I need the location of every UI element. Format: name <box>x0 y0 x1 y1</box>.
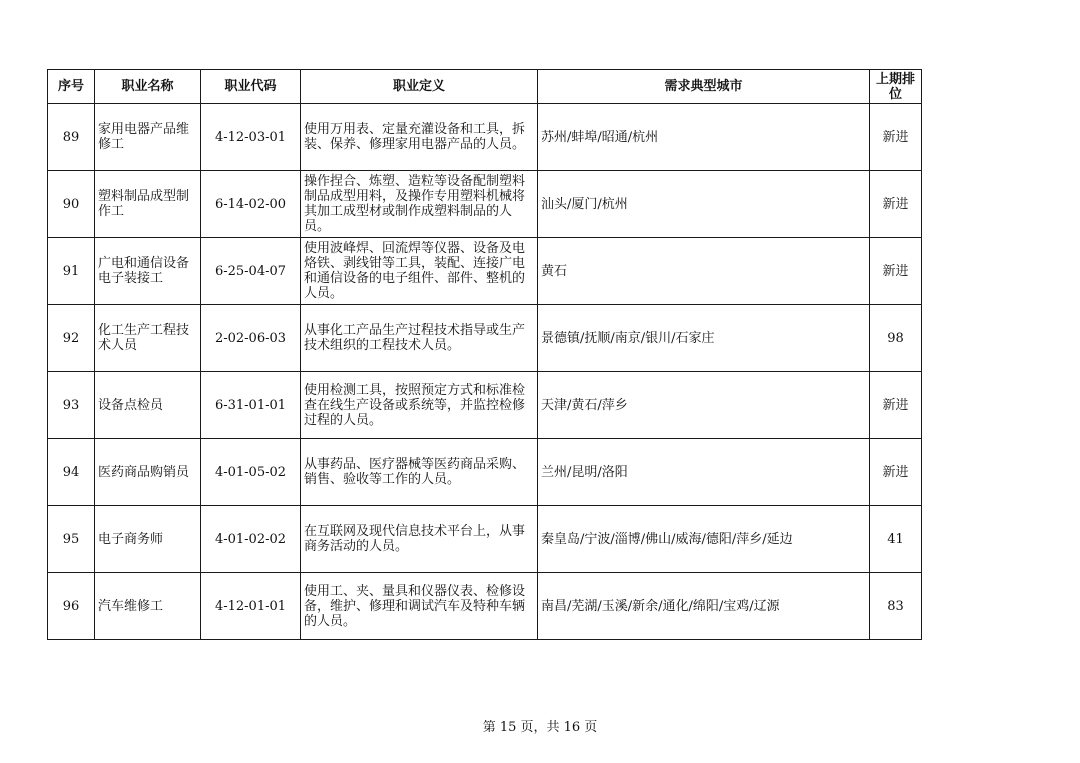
header-job-definition: 职业定义 <box>301 70 538 104</box>
cell-job-code: 6-31-01-01 <box>201 372 301 439</box>
cell-index: 90 <box>48 171 95 238</box>
table-row <box>48 573 922 640</box>
cell-cities: 苏州/蚌埠/昭通/杭州 <box>538 104 870 171</box>
cell-cities: 汕头/厦门/杭州 <box>538 171 870 238</box>
cell-job-code: 4-12-03-01 <box>201 104 301 171</box>
cell-job-code: 4-01-05-02 <box>201 439 301 506</box>
cell-cities: 天津/黄石/萍乡 <box>538 372 870 439</box>
cell-cities: 景德镇/抚顺/南京/银川/石家庄 <box>538 305 870 372</box>
header-previous-rank: 上期排位 <box>870 70 922 104</box>
table-row <box>48 305 922 372</box>
cell-index: 94 <box>48 439 95 506</box>
cell-job-name: 广电和通信设备电子装接工 <box>95 238 201 305</box>
cell-index: 89 <box>48 104 95 171</box>
cell-job-name: 塑料制品成型制作工 <box>95 171 201 238</box>
table-row <box>48 506 922 573</box>
cell-rank: 新进 <box>870 439 922 506</box>
table-header-row <box>48 70 922 104</box>
table-row <box>48 439 922 506</box>
cell-definition: 使用万用表、定量充灌设备和工具，拆装、保养、修理家用电器产品的人员。 <box>301 104 538 171</box>
cell-index: 96 <box>48 573 95 640</box>
cell-rank: 新进 <box>870 171 922 238</box>
cell-job-name: 医药商品购销员 <box>95 439 201 506</box>
cell-definition: 在互联网及现代信息技术平台上，从事商务活动的人员。 <box>301 506 538 573</box>
cell-rank: 83 <box>870 573 922 640</box>
header-job-code: 职业代码 <box>201 70 301 104</box>
cell-index: 92 <box>48 305 95 372</box>
cell-job-code: 6-25-04-07 <box>201 238 301 305</box>
cell-rank: 98 <box>870 305 922 372</box>
header-job-name: 职业名称 <box>95 70 201 104</box>
table-row <box>48 104 922 171</box>
cell-index: 91 <box>48 238 95 305</box>
cell-rank: 新进 <box>870 104 922 171</box>
page-number: 第 15 页，共 16 页 <box>482 720 598 735</box>
cell-job-code: 6-14-02-00 <box>201 171 301 238</box>
table-row <box>48 372 922 439</box>
cell-definition: 操作捏合、炼塑、造粒等设备配制塑料制品成型用料，及操作专用塑料机械将其加工成型材或制作成塑料制品的人员。 <box>301 171 538 238</box>
cell-job-name: 电子商务师 <box>95 506 201 573</box>
occupation-table <box>47 69 922 640</box>
cell-cities: 兰州/昆明/洛阳 <box>538 439 870 506</box>
table-row <box>48 171 922 238</box>
cell-rank: 41 <box>870 506 922 573</box>
cell-job-code: 2-02-06-03 <box>201 305 301 372</box>
cell-job-code: 4-01-02-02 <box>201 506 301 573</box>
cell-job-name: 家用电器产品维修工 <box>95 104 201 171</box>
cell-cities: 秦皇岛/宁波/淄博/佛山/威海/德阳/萍乡/延边 <box>538 506 870 573</box>
cell-definition: 使用检测工具，按照预定方式和标准检查在线生产设备或系统等，并监控检修过程的人员。 <box>301 372 538 439</box>
cell-definition: 从事药品、医疗器械等医药商品采购、销售、验收等工作的人员。 <box>301 439 538 506</box>
cell-definition: 使用工、夹、量具和仪器仪表、检修设备，维护、修理和调试汽车及特种车辆的人员。 <box>301 573 538 640</box>
header-demand-cities: 需求典型城市 <box>538 70 870 104</box>
cell-index: 93 <box>48 372 95 439</box>
cell-definition: 使用波峰焊、回流焊等仪器、设备及电烙铁、剥线钳等工具，装配、连接广电和通信设备的电子组件、部件、整机的人员。 <box>301 238 538 305</box>
cell-rank: 新进 <box>870 372 922 439</box>
cell-cities: 南昌/芜湖/玉溪/新余/通化/绵阳/宝鸡/辽源 <box>538 573 870 640</box>
cell-index: 95 <box>48 506 95 573</box>
header-index: 序号 <box>48 70 95 104</box>
cell-definition: 从事化工产品生产过程技术指导或生产技术组织的工程技术人员。 <box>301 305 538 372</box>
cell-job-name: 化工生产工程技术人员 <box>95 305 201 372</box>
cell-cities: 黄石 <box>538 238 870 305</box>
table-row <box>48 238 922 305</box>
cell-job-name: 汽车维修工 <box>95 573 201 640</box>
cell-job-code: 4-12-01-01 <box>201 573 301 640</box>
cell-job-name: 设备点检员 <box>95 372 201 439</box>
cell-rank: 新进 <box>870 238 922 305</box>
